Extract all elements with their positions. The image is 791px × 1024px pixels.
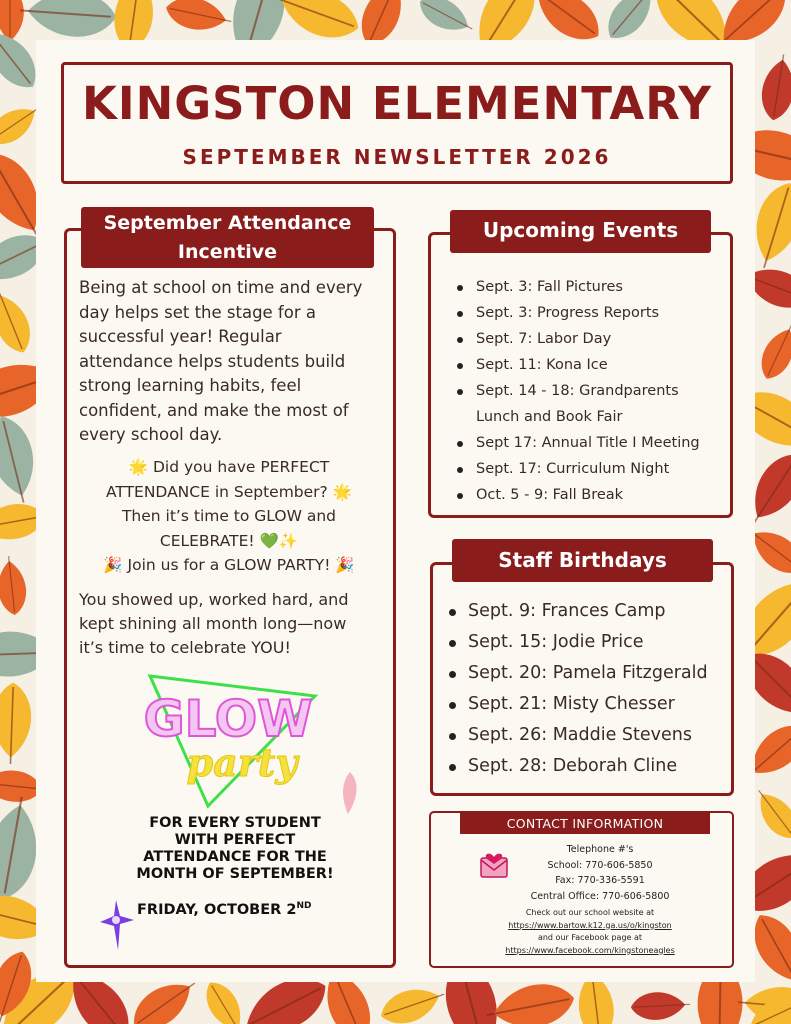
highlight-line: Then it’s time to GLOW and bbox=[121, 507, 337, 525]
caption-line: FOR EVERY STUDENT bbox=[149, 815, 321, 831]
birthday-item: Sept. 15: Jodie Price bbox=[447, 627, 732, 658]
central-office-phone: Central Office: 770-606-5800 bbox=[530, 890, 670, 902]
pink-feather-icon bbox=[336, 770, 362, 816]
event-item: Sept. 7: Labor Day bbox=[457, 326, 727, 352]
birthday-item: Sept. 20: Pamela Fitzgerald bbox=[447, 658, 732, 689]
attendance-intro bbox=[79, 276, 379, 448]
school-website-link[interactable]: https://www.bartow.k12.ga.us/o/kingston bbox=[508, 920, 672, 930]
attendance-section-title bbox=[81, 207, 374, 268]
glow-party-date bbox=[137, 901, 311, 918]
intro-line: day helps set the stage for a bbox=[79, 302, 316, 322]
school-name: KINGSTON ELEMENTARY bbox=[81, 77, 713, 130]
leaf-shape bbox=[754, 319, 791, 384]
highlight-line: CELEBRATE! 💚✨ bbox=[159, 531, 299, 550]
birthday-item: Sept. 21: Misty Chesser bbox=[447, 689, 732, 720]
newsletter-subtitle: SEPTEMBER NEWSLETTER 2026 bbox=[182, 145, 612, 169]
glow-party-caption bbox=[110, 815, 360, 883]
contact-web bbox=[470, 907, 710, 957]
attendance-highlight bbox=[79, 455, 379, 578]
birthdays-list bbox=[447, 596, 732, 782]
leaf-shape bbox=[0, 285, 38, 358]
event-item: Sept. 17: Curriculum Night bbox=[457, 456, 727, 482]
staff-birthdays-title: Staff Birthdays bbox=[452, 539, 713, 582]
glow-word: GLOW bbox=[143, 690, 313, 748]
event-item: Sept. 11: Kona Ice bbox=[457, 352, 727, 378]
event-item: Sept. 3: Progress Reports bbox=[457, 300, 727, 326]
intro-line: Being at school on time and every bbox=[79, 278, 363, 297]
contact-title: CONTACT INFORMATION bbox=[460, 813, 710, 834]
fax-number: Fax: 770-336-5591 bbox=[555, 875, 645, 886]
intro-line: confident, and make the most of bbox=[79, 400, 349, 420]
closing-line: kept shining all month long—now bbox=[79, 614, 347, 633]
attendance-title-line2: Incentive bbox=[177, 241, 278, 263]
school-phone: School: 770-606-5850 bbox=[547, 859, 653, 871]
intro-line: successful year! Regular bbox=[79, 327, 282, 346]
caption-line: WITH PERFECT bbox=[174, 832, 296, 848]
leaf-shape bbox=[19, 0, 118, 39]
event-item: Sept. 3: Fall Pictures bbox=[457, 274, 727, 300]
upcoming-events-title: Upcoming Events bbox=[450, 210, 711, 253]
party-date-text: FRIDAY, OCTOBER 2 bbox=[137, 901, 297, 918]
facebook-intro: and our Facebook page at bbox=[537, 933, 643, 942]
website-intro: Check out our school website at bbox=[525, 908, 655, 917]
leaf-shape bbox=[483, 978, 578, 1024]
leaf-shape bbox=[163, 0, 235, 37]
highlight-line: 🎉 Join us for a GLOW PARTY! 🎉 bbox=[103, 556, 355, 574]
leaf-shape bbox=[0, 555, 29, 617]
highlight-line: 🌟 Did you have PERFECT bbox=[128, 458, 330, 476]
event-item: Sept 17: Annual Title I Meeting bbox=[457, 430, 727, 456]
leaf-shape bbox=[198, 976, 252, 1024]
events-list bbox=[457, 274, 727, 508]
purple-sparkle-icon bbox=[98, 896, 136, 954]
party-word: party bbox=[186, 740, 298, 785]
leaf-shape bbox=[376, 980, 449, 1024]
event-item: Sept. 14 - 18: Grandparents bbox=[457, 378, 727, 404]
closing-line: You showed up, worked hard, and bbox=[79, 590, 349, 609]
birthday-item: Sept. 28: Deborah Cline bbox=[447, 751, 732, 782]
attendance-title-line1: September Attendance bbox=[103, 212, 352, 234]
leaf-shape bbox=[630, 991, 691, 1022]
intro-line: every school day. bbox=[79, 425, 223, 444]
leaf-shape bbox=[0, 682, 32, 765]
party-date-suffix: ND bbox=[296, 901, 312, 911]
event-item-continued: Lunch and Book Fair bbox=[476, 409, 623, 425]
intro-line: strong learning habits, feel bbox=[79, 376, 302, 395]
intro-line: attendance helps students build bbox=[79, 351, 346, 371]
birthday-item: Sept. 26: Maddie Stevens bbox=[447, 720, 732, 751]
facebook-link[interactable]: https://www.facebook.com/kingstoneagles bbox=[505, 945, 675, 955]
event-item: Oct. 5 - 9: Fall Break bbox=[457, 482, 727, 508]
highlight-line: ATTENDANCE in September? 🌟 bbox=[105, 482, 353, 501]
caption-line: ATTENDANCE FOR THE bbox=[143, 849, 327, 865]
phone-label: Telephone #'s bbox=[566, 844, 634, 855]
closing-line: it’s time to celebrate YOU! bbox=[79, 638, 291, 657]
caption-line: MONTH OF SEPTEMBER! bbox=[136, 866, 334, 882]
birthday-item: Sept. 9: Frances Camp bbox=[447, 596, 732, 627]
contact-phones bbox=[490, 842, 710, 904]
leaf-shape bbox=[758, 52, 791, 123]
leaf-shape bbox=[414, 0, 479, 41]
attendance-closing bbox=[79, 588, 379, 660]
newsletter-header bbox=[61, 62, 733, 184]
